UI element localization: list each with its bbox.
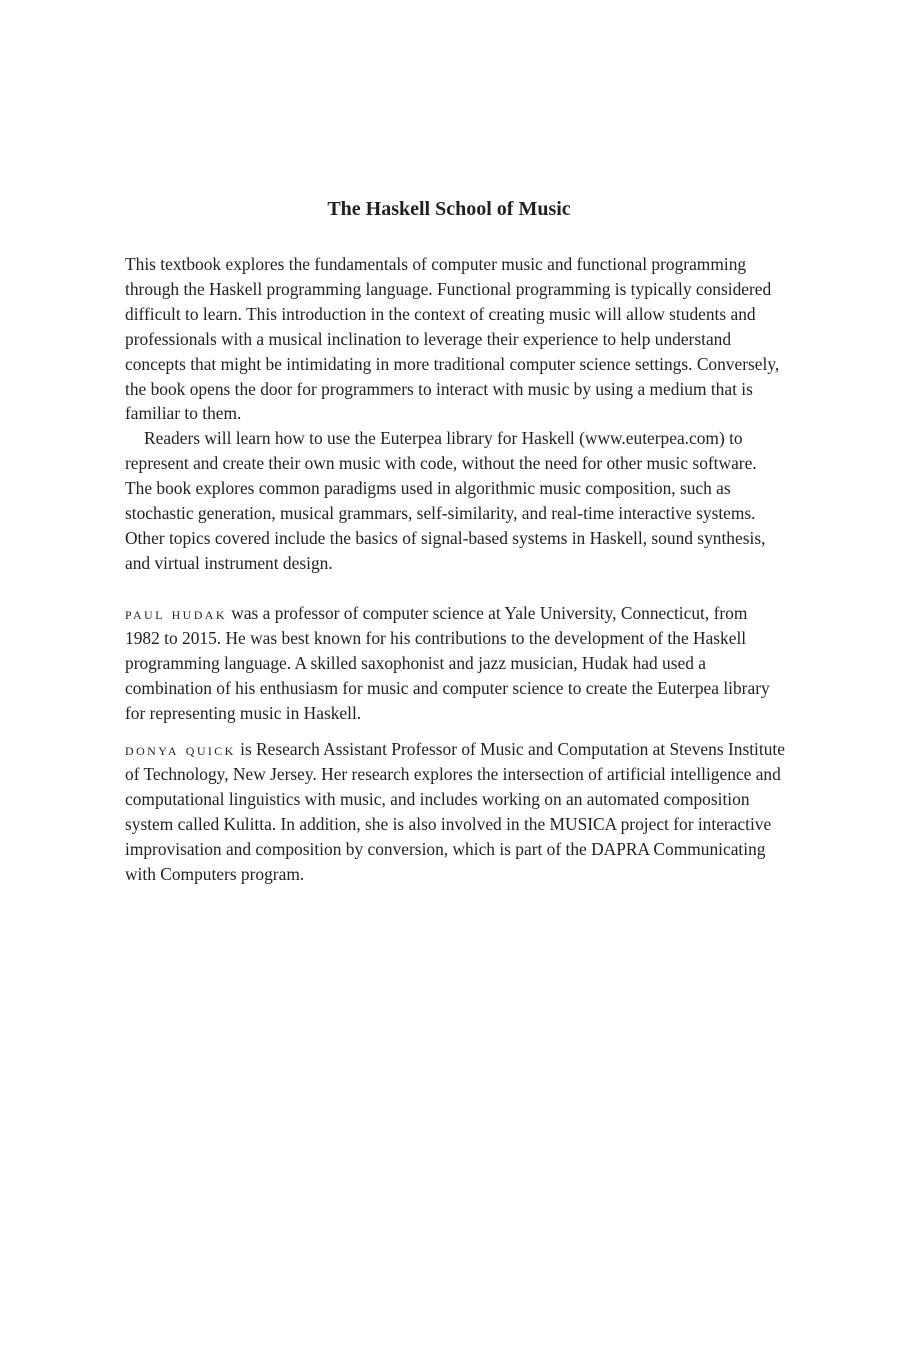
description-paragraph-1: This textbook explores the fundamentals of computer music and functional programming through the Haskell programming language. Functional programming is typically considered difficult to learn. This introduction in the context of creating music will allow students and professionals with a musical inclination to leverage their experience to help understand concepts that might be intimidating in more traditional computer science settings. Conversely, the book opens the door for programmers to interact with music by using a medium that is familiar to them. — [125, 254, 780, 424]
book-title: The Haskell School of Music — [327, 198, 571, 220]
author-name: donya quick — [125, 739, 236, 759]
author-bio-quick — [125, 737, 785, 886]
author-bio-paragraph — [125, 737, 785, 886]
author-bio-text: is Research Assistant Professor of Music and Computation at Stevens Institute of Technology, New Jersey. Her research explores the intersection of artificial intelligence and computational linguistics with music, and includes working on an automated composition system called Kulitta. In addition, she is also involved in the MUSICA project for interactive improvisation and composition by conversion, which is part of the DAPRA Communicating with Computers program. — [125, 739, 785, 884]
author-name: paul hudak — [125, 603, 227, 623]
book-description — [125, 252, 785, 576]
description-paragraph-2: Readers will learn how to use the Euterpea library for Haskell (www.euterpea.com) to represent and create their own music with code, without the need for other music software. The book explores common paradigms used in algorithmic music composition, such as stochastic generation, musical grammars, self-similarity, and real-time interactive systems. Other topics covered include the basics of signal-based systems in Haskell, sound synthesis, and virtual instrument design. — [125, 428, 766, 573]
author-bio-hudak — [125, 601, 785, 726]
author-bio-paragraph — [125, 601, 785, 726]
author-bio-text: was a professor of computer science at Yale University, Connecticut, from 1982 to 2015. He was best known for his contributions to the development of the Haskell programming language. A skilled saxophonist and jazz musician, Hudak had used a combination of his enthusiasm for music and computer science to create the Euterpea library for representing music in Haskell. — [125, 603, 770, 723]
